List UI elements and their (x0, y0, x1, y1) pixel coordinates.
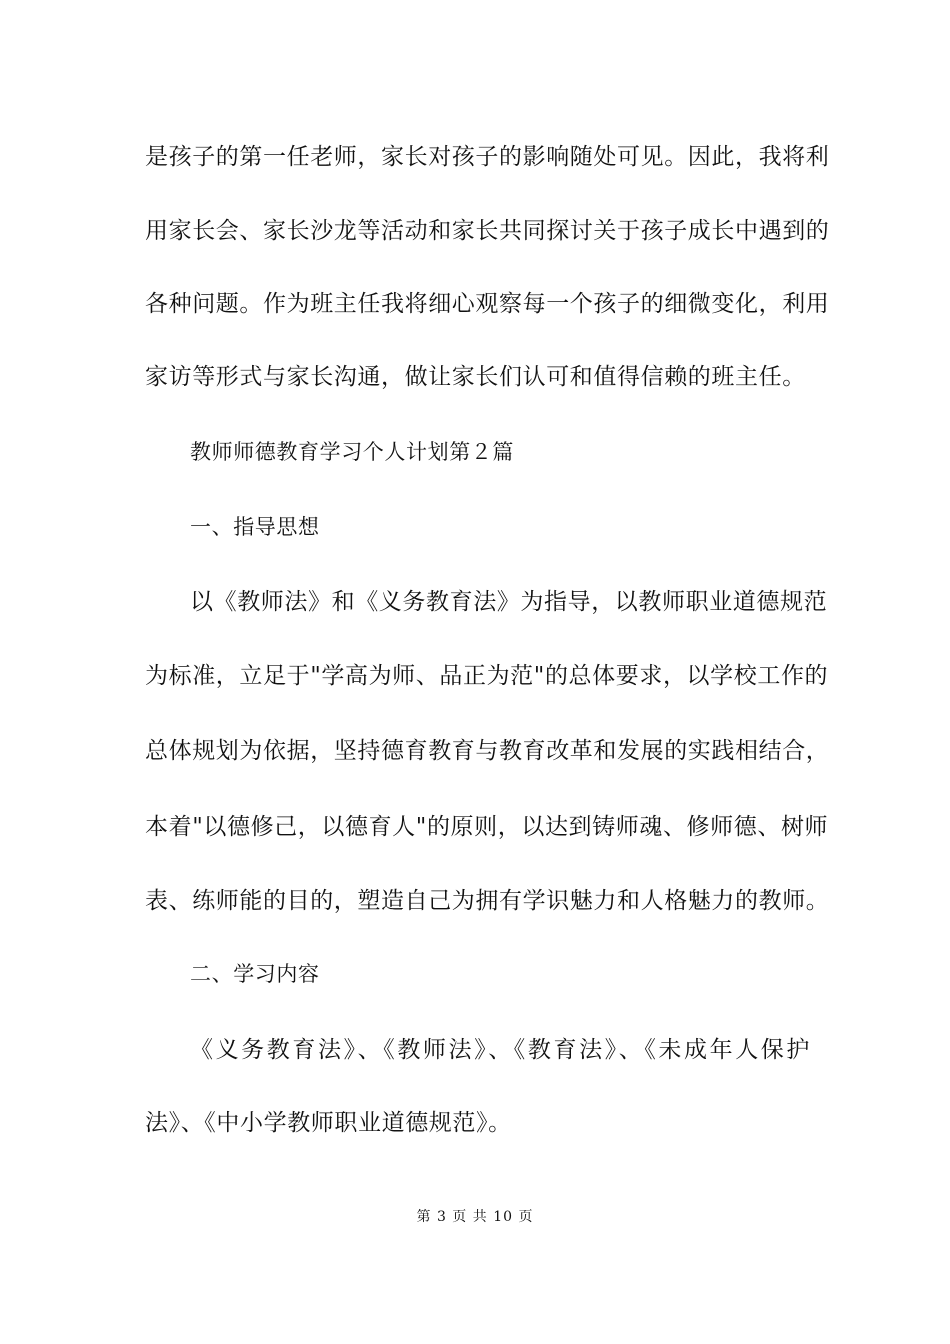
page-footer: 第 3 页 共 10 页 (416, 1209, 534, 1225)
paragraph-line: 是孩子的第一任老师，家长对孩子的影响随处可见。因此，我将利 (145, 144, 830, 170)
paragraph-line: 各种问题。作为班主任我将细心观察每一个孩子的细微变化，利用 (145, 291, 830, 317)
paragraph-line: 法》、《中小学教师职业道德规范》。 (145, 1110, 512, 1136)
paragraph-line: 总体规划为依据，坚持德育教育与教育改革和发展的实践相结合， (145, 738, 830, 764)
section-title: 教师师德教育学习个人计划第２篇 (190, 440, 514, 464)
paragraph-line: 家访等形式与家长沟通，做让家长们认可和值得信赖的班主任。 (145, 364, 806, 390)
heading-guiding-ideology: 一、指导思想 (190, 515, 320, 539)
paragraph-line: 《义务教育法》、《教师法》、《教育法》、《未成年人保护 (190, 1037, 810, 1063)
paragraph-line: 表、练师能的目的，塑造自己为拥有学识魅力和人格魅力的教师。 (145, 888, 830, 914)
paragraph-line: 用家长会、家长沙龙等活动和家长共同探讨关于孩子成长中遇到的 (145, 218, 830, 244)
paragraph-line: 为标准，立足于"学高为师、品正为范"的总体要求，以学校工作的 (145, 663, 829, 689)
heading-study-content: 二、学习内容 (190, 962, 320, 986)
paragraph-line: 本着"以德修己，以德育人"的原则，以达到铸师魂、修师德、树师 (145, 814, 829, 840)
paragraph-line: 以《教师法》和《义务教育法》为指导，以教师职业道德规范 (190, 589, 828, 615)
